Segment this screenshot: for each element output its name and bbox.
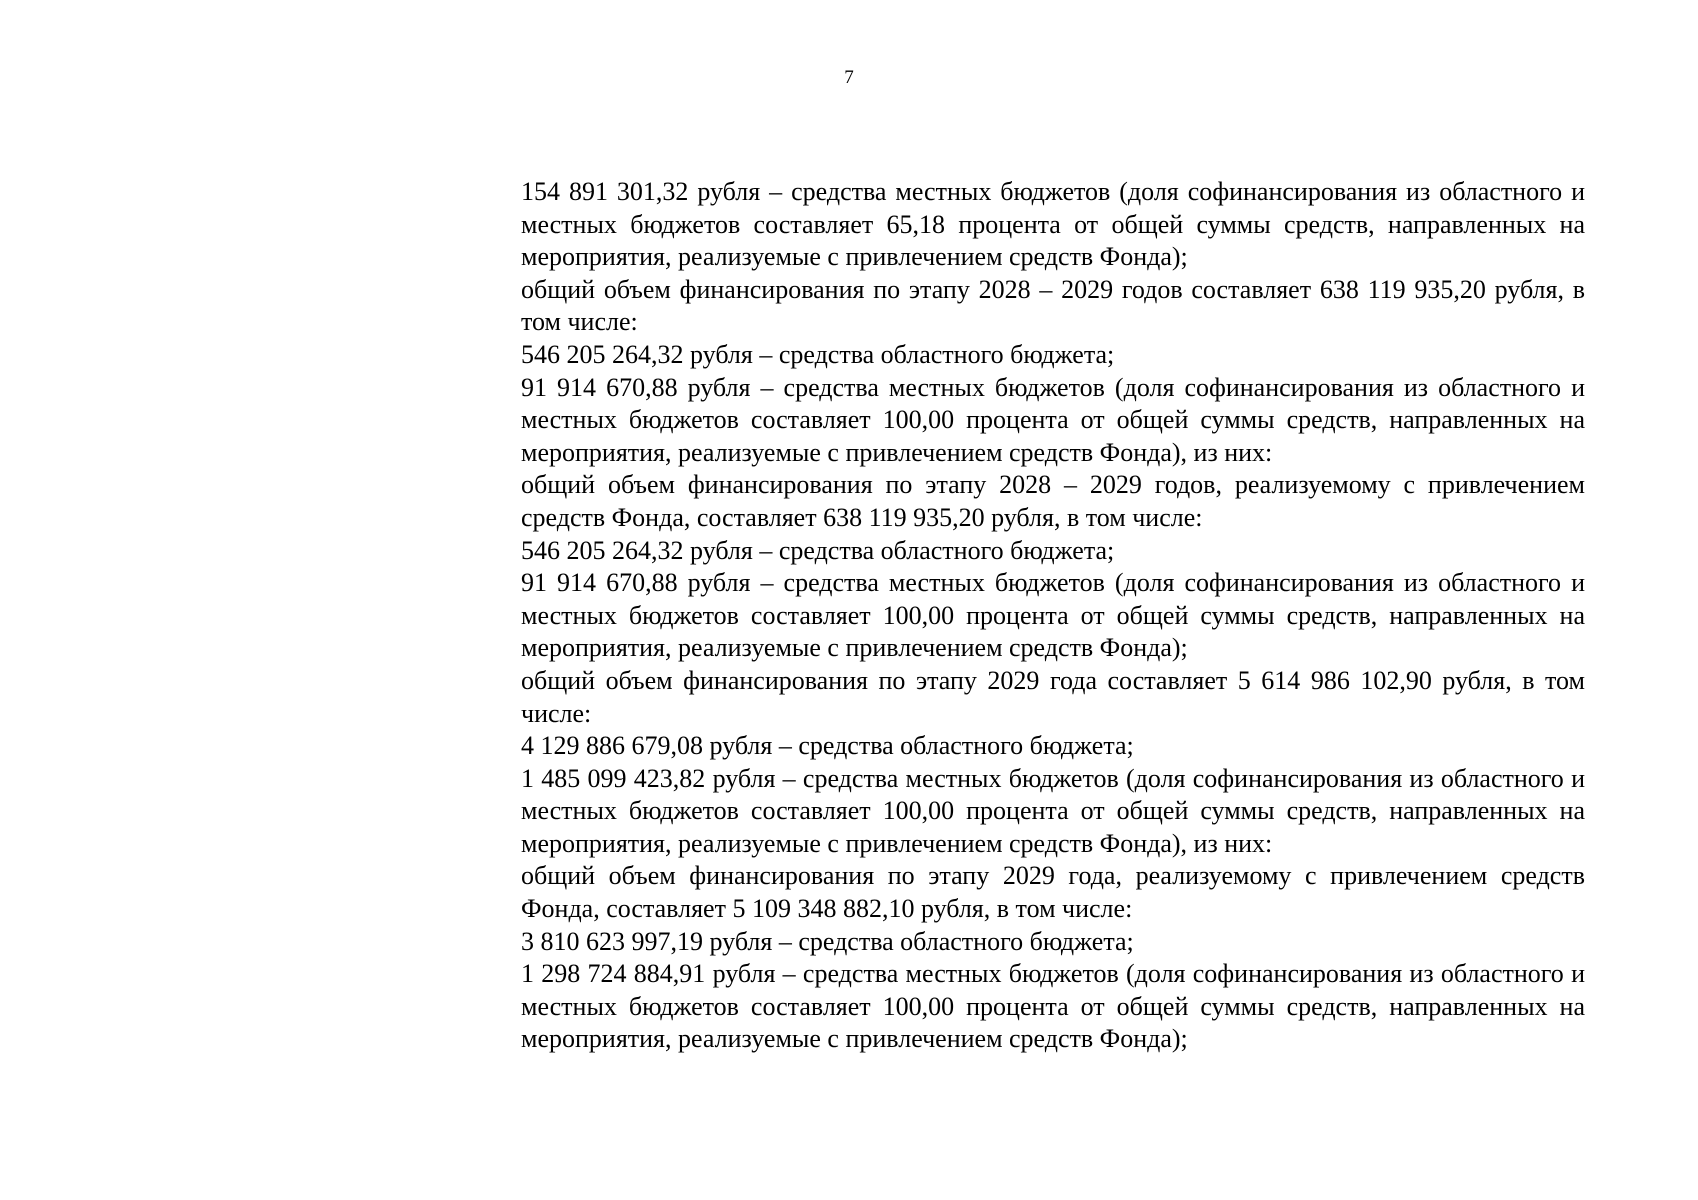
paragraph-fund-local-2028-2029: 91 914 670,88 рубля – средства местных бюджетов (доля софинансирования из областного и местных бюджетов составляет 100,00 процента от общей суммы средств, направленных на мероприятия, реализуемые с привлечением средств Фонда);	[521, 568, 1585, 663]
paragraph-local-budget-2029: 1 485 099 423,82 рубля – средства местных бюджетов (доля софинансирования из областного и местных бюджетов составляет 100,00 процента от общей суммы средств, направленных на мероприятия, реализуемые с привлечением средств Фонда), из них:	[521, 763, 1585, 858]
paragraph-fund-regional-2028-2029: 546 205 264,32 рубля – средства областного бюджета;	[521, 535, 1115, 565]
paragraph-regional-budget-2028-2029: 546 205 264,32 рубля – средства областного бюджета;	[521, 339, 1115, 369]
paragraph-fund-local-2029: 1 298 724 884,91 рубля – средства местных бюджетов (доля софинансирования из областного и местных бюджетов составляет 100,00 процента от общей суммы средств, направленных на мероприятия, реализуемые с привлечением средств Фонда);	[521, 959, 1585, 1054]
paragraph-local-budget-2028-2029: 91 914 670,88 рубля – средства местных бюджетов (доля софинансирования из областного и местных бюджетов составляет 100,00 процента от общей суммы средств, направленных на мероприятия, реализуемые с привлечением средств Фонда), из них:	[521, 372, 1585, 467]
page-number: 7	[844, 67, 854, 88]
paragraph-fund-regional-2029: 3 810 623 997,19 рубля – средства областного бюджета;	[521, 926, 1134, 956]
paragraph-regional-budget-2029: 4 129 886 679,08 рубля – средства областного бюджета;	[521, 731, 1134, 761]
paragraph-total-2028-2029: общий объем финансирования по этапу 2028 – 2029 годов составляет 638 119 935,20 рубля, в том числе:	[521, 274, 1585, 337]
paragraph-fund-total-2028-2029: общий объем финансирования по этапу 2028 – 2029 годов, реализуемому с привлечением средств Фонда, составляет 638 119 935,20 рубля, в том числе:	[521, 470, 1585, 532]
paragraph-total-2029: общий объем финансирования по этапу 2029 года составляет 5 614 986 102,90 рубля, в том числе:	[521, 665, 1585, 728]
paragraph-fund-total-2029: общий объем финансирования по этапу 2029 года, реализуемому с привлечением средств Фонда, составляет 5 109 348 882,10 рубля, в том числе:	[521, 861, 1585, 924]
document-body	[521, 176, 1585, 1056]
paragraph-local-budget-65: 154 891 301,32 рубля – средства местных бюджетов (доля софинансирования из областного и местных бюджетов составляет 65,18 процента от общей суммы средств, направленных на мероприятия, реализуемые с привлечением средств Фонда);	[521, 177, 1585, 272]
